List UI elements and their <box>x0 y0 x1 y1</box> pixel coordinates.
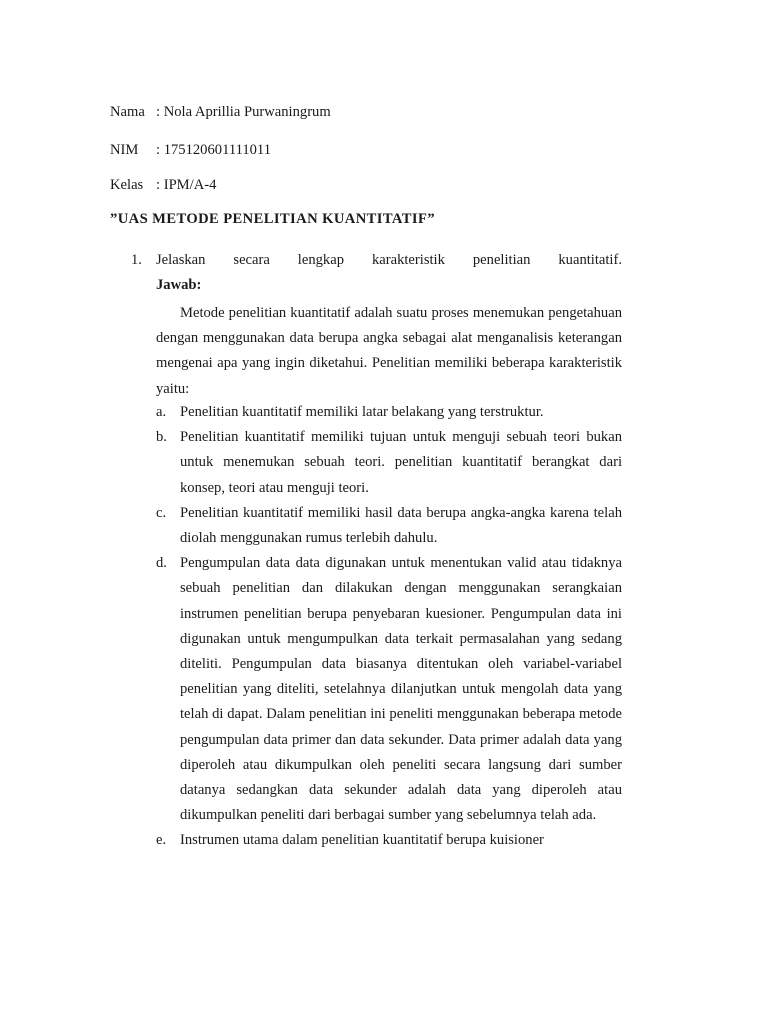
intro-paragraph: Metode penelitian kuantitatif adalah suatu proses menemukan pengetahuan dengan menggunakan data berupa angka sebagai alat menganalisis keterangan mengenai apa yang ingin diketahui. Penelitian memiliki beberapa karakteristik yaitu: <box>156 305 622 397</box>
list-item-text: Penelitian kuantitatif memiliki latar belakang yang terstruktur. <box>180 404 544 420</box>
class-label: Kelas <box>110 177 144 193</box>
answer-label: Jawab: <box>156 277 202 293</box>
list-item-text: Instrumen utama dalam penelitian kuantitatif berupa kuisioner <box>180 832 544 849</box>
list-item <box>156 551 622 828</box>
document-title: ”UAS METODE PENELITIAN KUANTITATIF” <box>110 211 435 227</box>
list-item-text: Penelitian kuantitatif memiliki hasil data berupa angka-angka karena telah diolah menggunakan rumus terlebih dahulu. <box>180 504 622 547</box>
question-text: Jelaskan secara lengkap karakteristik penelitian kuantitatif. <box>156 252 622 268</box>
list-item <box>156 425 622 501</box>
nim-row <box>110 142 271 159</box>
name-label: Nama <box>110 104 145 120</box>
list-marker: e. <box>156 832 167 849</box>
list-item <box>156 828 622 853</box>
nim-value: : 175120601111011 <box>156 142 271 158</box>
list-marker: a. <box>156 404 167 420</box>
list-marker: b. <box>156 429 167 446</box>
list-item <box>156 400 622 425</box>
list-item <box>156 501 622 551</box>
name-row <box>110 104 331 121</box>
list-item-text: Pengumpulan data data digunakan untuk menentukan valid atau tidaknya sebuah penelitian dan dilakukan dengan menggunakan serangkaian instrumen penelitian berupa penyebaran kuesioner. Pengumpulan data ini digunakan untuk mengumpulkan data terkait permasalahan yang sedang diteliti. Pengumpulan data biasanya ditentukan oleh variabel-variabel penelitian yang diteliti, setelahnya dilanjutkan untuk mengolah data yang telah di dapat. Dalam penelitian ini peneliti menggunakan beberapa metode pengumpulan data primer dan data sekunder. Data primer adalah data yang diperoleh atau dikumpulkan oleh peneliti secara langsung dari sumber datanya sedangkan data sekunder adalah data yang diperoleh atau dikumpulkan peneliti dari berbagai sumber yang sebelumnya telah ada. <box>180 555 622 824</box>
nim-label: NIM <box>110 142 139 158</box>
list-marker: d. <box>156 555 167 572</box>
list-item-text: Penelitian kuantitatif memiliki tujuan untuk menguji sebuah teori bukan untuk menemukan sebuah teori. penelitian kuantitatif berangkat dari konsep, teori atau menguji teori. <box>180 429 622 496</box>
characteristics-list <box>156 400 622 854</box>
question-number: 1. <box>131 252 142 268</box>
class-row <box>110 177 216 194</box>
list-marker: c. <box>156 504 167 521</box>
class-value: : IPM/A-4 <box>156 177 217 193</box>
name-value: : Nola Aprillia Purwaningrum <box>156 104 331 120</box>
